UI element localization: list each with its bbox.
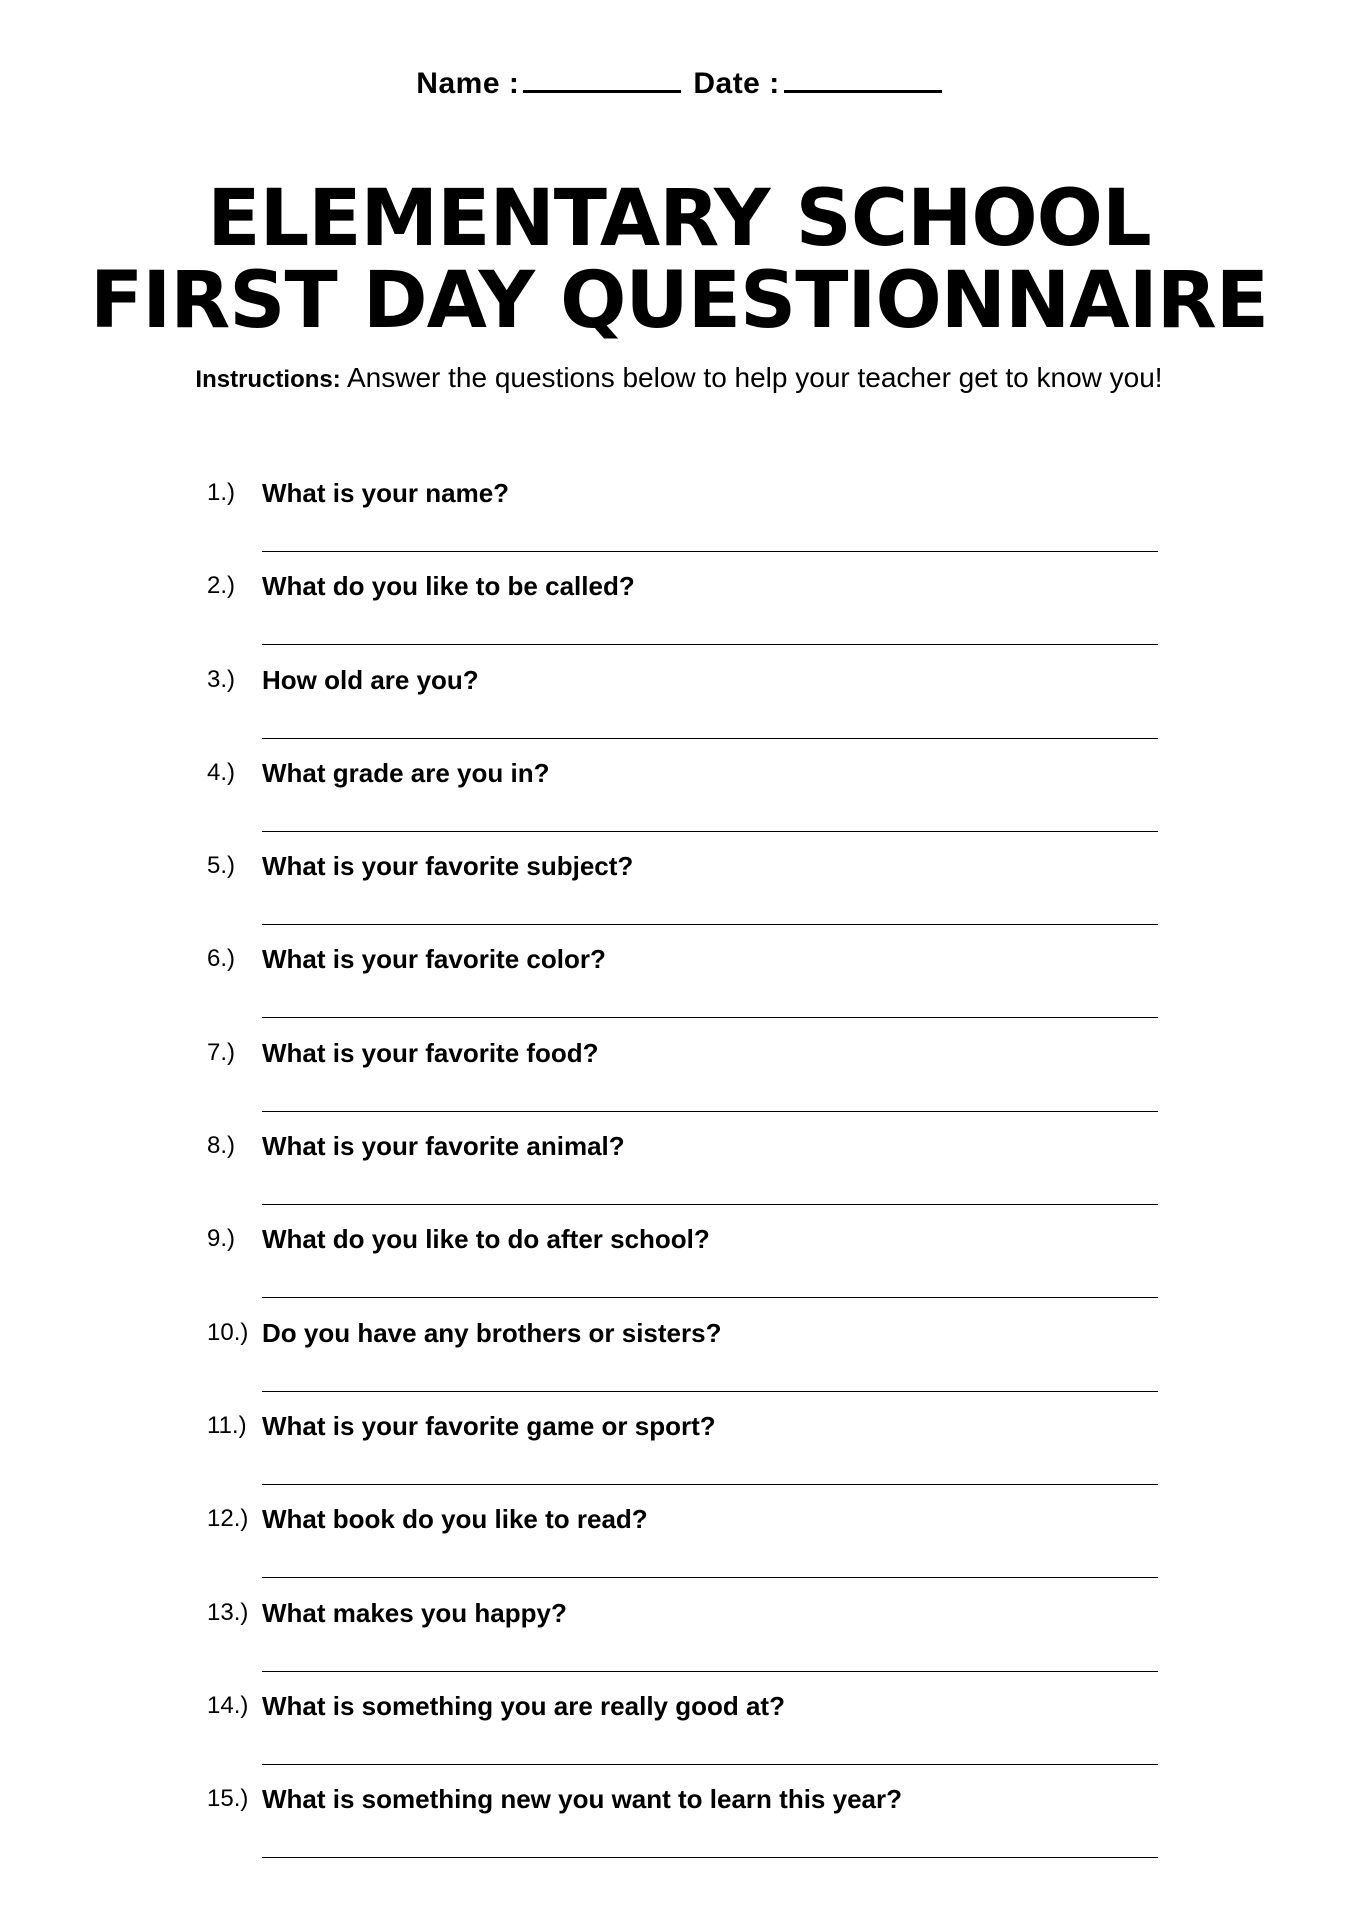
- answer-line[interactable]: [262, 924, 1158, 925]
- date-field[interactable]: [784, 66, 942, 93]
- question-number: 8.): [207, 1132, 236, 1160]
- title-line-2: FIRST DAY QUESTIONNAIRE: [89, 256, 1269, 346]
- question-text: How old are you?: [262, 664, 479, 695]
- question-text: What book do you like to read?: [262, 1504, 648, 1535]
- question-number: 1.): [207, 479, 236, 506]
- question-number: 12.): [207, 1505, 249, 1533]
- question-list: [0, 476, 1358, 1875]
- question-number: 9.): [207, 1225, 236, 1253]
- question-text: What is your favorite food?: [262, 1037, 599, 1068]
- question-text: What is your favorite color?: [262, 944, 606, 975]
- question-number: 15.): [207, 1785, 249, 1813]
- question-number: 3.): [207, 665, 236, 693]
- question-text: What is your favorite game or sport?: [262, 1410, 716, 1441]
- question-text: What do you like to be called?: [262, 571, 635, 602]
- question-text: What is something you are really good at?: [262, 1690, 785, 1721]
- question-item: [0, 849, 1358, 942]
- question-number: 2.): [207, 572, 236, 600]
- title-line-1: ELEMENTARY SCHOOL: [207, 174, 1151, 264]
- question-number: 5.): [207, 852, 236, 880]
- answer-line[interactable]: [262, 1017, 1158, 1018]
- instructions-text: Answer the questions below to help your teacher get to know you!: [346, 362, 1163, 393]
- answer-line[interactable]: [262, 1577, 1158, 1578]
- question-item: [0, 756, 1358, 849]
- question-text: What is your favorite animal?: [262, 1131, 625, 1162]
- question-item: [0, 942, 1358, 1035]
- question-text: What makes you happy?: [262, 1597, 567, 1628]
- question-number: 14.): [207, 1691, 249, 1719]
- question-text: What grade are you in?: [262, 757, 550, 788]
- answer-line[interactable]: [262, 1671, 1158, 1672]
- question-item: [0, 1222, 1358, 1315]
- question-item: [0, 1316, 1358, 1409]
- question-item: [0, 1036, 1358, 1129]
- question-item: [0, 663, 1358, 756]
- question-item: [0, 1129, 1358, 1222]
- answer-line[interactable]: [262, 1204, 1158, 1205]
- answer-line[interactable]: [262, 644, 1158, 645]
- name-field[interactable]: [523, 66, 681, 93]
- question-number: 13.): [207, 1598, 249, 1626]
- question-item: [0, 476, 1358, 569]
- name-date-header: [0, 66, 1358, 101]
- name-label: Name :: [416, 67, 520, 100]
- question-item: [0, 1409, 1358, 1502]
- question-item: [0, 1596, 1358, 1689]
- question-number: 4.): [207, 758, 236, 786]
- question-text: What is your name?: [262, 478, 510, 508]
- question-text: What do you like to do after school?: [262, 1224, 710, 1255]
- question-text: What is your favorite subject?: [262, 851, 634, 882]
- question-item: [0, 569, 1358, 662]
- question-number: 11.): [207, 1411, 247, 1439]
- question-text: What is something new you want to learn this year?: [262, 1784, 902, 1815]
- answer-line[interactable]: [262, 1391, 1158, 1392]
- page-title: [0, 174, 1358, 346]
- answer-line[interactable]: [262, 1297, 1158, 1298]
- answer-line[interactable]: [262, 831, 1158, 832]
- date-label: Date :: [693, 67, 780, 100]
- answer-line[interactable]: [262, 1764, 1158, 1765]
- question-item: [0, 1689, 1358, 1782]
- answer-line[interactable]: [262, 1857, 1158, 1858]
- question-number: 10.): [207, 1318, 249, 1346]
- answer-line[interactable]: [262, 1484, 1158, 1485]
- answer-line[interactable]: [262, 738, 1158, 739]
- answer-line[interactable]: [262, 1111, 1158, 1112]
- question-number: 6.): [207, 945, 236, 973]
- instructions: [0, 362, 1358, 394]
- instructions-label: Instructions:: [195, 366, 341, 393]
- question-item: [0, 1782, 1358, 1875]
- answer-line[interactable]: [262, 551, 1158, 552]
- question-item: [0, 1502, 1358, 1595]
- question-text: Do you have any brothers or sisters?: [262, 1317, 722, 1348]
- question-number: 7.): [207, 1038, 236, 1066]
